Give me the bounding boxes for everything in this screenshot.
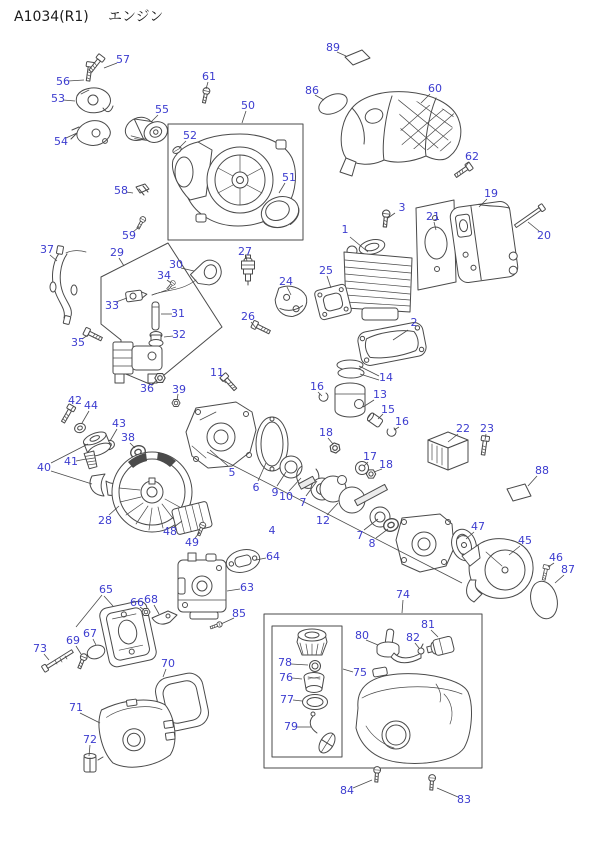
part-9-bearing — [280, 456, 302, 478]
part-label-43: 43 — [112, 417, 126, 430]
part-label-5: 5 — [228, 466, 236, 479]
part-13-piston — [335, 383, 365, 417]
part-label-50: 50 — [241, 99, 255, 112]
part-37-wire-harness — [50, 246, 86, 325]
page-title-code: A1034(R1) — [14, 9, 89, 25]
part-label-60: 60 — [428, 82, 442, 95]
part-label-75: 75 — [353, 666, 367, 679]
part-label-38: 38 — [121, 431, 135, 444]
part-label-69: 69 — [66, 634, 80, 647]
part-87-decal — [527, 578, 561, 621]
part-label-47: 47 — [471, 520, 485, 533]
part-label-72: 72 — [83, 733, 97, 746]
part-label-6: 6 — [252, 481, 260, 494]
part-24-bracket — [273, 284, 308, 318]
part-label-64: 64 — [266, 550, 280, 563]
part-label-27: 27 — [238, 245, 252, 258]
part-5-crankcase-half-left — [186, 402, 256, 468]
part-18-nut-a — [329, 442, 342, 454]
part-label-87: 87 — [561, 563, 575, 576]
part-label-78: 78 — [278, 656, 292, 669]
part-35-bolt — [83, 327, 104, 343]
part-81-fuel-filter — [426, 636, 455, 658]
part-label-9: 9 — [271, 486, 279, 499]
part-14-piston-rings — [337, 360, 364, 378]
part-fuel-cap — [297, 629, 327, 655]
leader-line-63 — [227, 589, 240, 591]
part-label-70: 70 — [161, 657, 175, 670]
leader-line-76 — [292, 678, 302, 679]
part-62-bolt — [453, 162, 473, 179]
part-label-74: 74 — [396, 588, 410, 601]
part-label-3: 3 — [398, 201, 406, 214]
leader-line-83 — [437, 788, 458, 797]
leader-line-25 — [327, 276, 331, 288]
part-18-nut-b — [366, 470, 375, 478]
part-label-37: 37 — [40, 243, 54, 256]
part-label-62: 62 — [465, 150, 479, 163]
labels-layer — [33, 41, 575, 806]
leader-line-8 — [376, 529, 388, 538]
part-label-54: 54 — [54, 135, 68, 148]
part-label-16: 16 — [395, 415, 409, 428]
part-22-cover — [428, 432, 468, 470]
part-label-76: 76 — [279, 671, 293, 684]
part-label-57: 57 — [116, 53, 130, 66]
part-label-23: 23 — [480, 422, 494, 435]
part-label-53: 53 — [51, 92, 65, 105]
part-label-42: 42 — [68, 394, 82, 407]
part-88-label-plate — [507, 484, 531, 501]
part-58-clip — [136, 184, 149, 195]
part-label-35: 35 — [71, 336, 85, 349]
part-85-screw — [210, 621, 223, 630]
leader-line-71 — [80, 713, 100, 723]
part-label-18: 18 — [319, 426, 333, 439]
part-71-aircleaner-cover — [96, 694, 179, 771]
part-label-33: 33 — [105, 299, 119, 312]
leader-line-55 — [151, 115, 158, 122]
part-label-10: 10 — [279, 490, 293, 503]
part-label-1: 1 — [341, 223, 349, 236]
leader-line-74 — [402, 600, 403, 613]
part-32-grommet — [149, 332, 163, 347]
part-label-68: 68 — [144, 593, 158, 606]
part-label-13: 13 — [373, 388, 387, 401]
part-label-12: 12 — [316, 514, 330, 527]
part-label-4: 4 — [268, 524, 276, 537]
part-label-29: 29 — [110, 246, 124, 259]
part-44-washer — [73, 422, 86, 434]
part-36-nut — [155, 374, 165, 383]
leader-line-40 — [51, 471, 92, 484]
part-64-insulator — [224, 546, 262, 576]
part-label-44: 44 — [84, 399, 98, 412]
part-4-crankcase-half-right — [396, 514, 454, 572]
part-label-36: 36 — [140, 382, 154, 395]
part-label-46: 46 — [549, 551, 563, 564]
part-label-17: 17 — [363, 450, 377, 463]
part-label-45: 45 — [518, 534, 532, 547]
part-label-31: 31 — [171, 307, 185, 320]
part-59-screw — [135, 216, 146, 230]
part-79-cap-retainer — [310, 712, 338, 756]
part-label-2: 2 — [410, 316, 418, 329]
part-label-52: 52 — [183, 129, 197, 142]
part-25-gasket — [314, 284, 352, 321]
part-label-32: 32 — [172, 328, 186, 341]
part-label-63: 63 — [240, 581, 254, 594]
part-82-line-clip — [418, 644, 424, 654]
leader-line-44 — [82, 411, 89, 423]
part-label-88: 88 — [535, 464, 549, 477]
part-label-8: 8 — [368, 537, 376, 550]
part-label-21: 21 — [426, 210, 440, 223]
part-label-79: 79 — [284, 720, 298, 733]
part-77-cap-gasket — [303, 695, 328, 710]
leader-line-56 — [68, 80, 84, 81]
leader-line-68 — [154, 605, 159, 614]
part-23-bolt — [479, 435, 490, 455]
leader-line-77 — [293, 700, 302, 701]
part-label-7: 7 — [356, 529, 364, 542]
part-83-screw — [428, 774, 436, 790]
leader-line-65 — [76, 595, 102, 627]
part-label-55: 55 — [155, 103, 169, 116]
centerline — [152, 287, 176, 295]
part-label-20: 20 — [537, 229, 551, 242]
leader-line-84 — [353, 780, 372, 788]
part-label-59: 59 — [122, 229, 136, 242]
part-label-49: 49 — [185, 536, 199, 549]
part-label-7: 7 — [299, 496, 307, 509]
part-fuel-tank — [356, 667, 471, 764]
part-29-ignition-coil — [113, 342, 162, 383]
part-label-89: 89 — [326, 41, 340, 54]
part-label-58: 58 — [114, 184, 128, 197]
part-19-muffler — [449, 200, 520, 284]
part-3-screw — [381, 210, 390, 228]
part-label-73: 73 — [33, 642, 47, 655]
part-label-86: 86 — [305, 84, 319, 97]
leader-line-88 — [528, 476, 537, 486]
part-label-61: 61 — [202, 70, 216, 83]
leader-line-43 — [110, 429, 117, 441]
part-label-77: 77 — [280, 693, 294, 706]
part-label-51: 51 — [282, 171, 296, 184]
part-61-screw — [201, 87, 211, 103]
part-label-56: 56 — [56, 75, 70, 88]
part-86-decal — [316, 90, 351, 119]
part-label-16: 16 — [310, 380, 324, 393]
part-39-nut — [172, 399, 180, 406]
part-label-66: 66 — [130, 596, 144, 609]
leader-line-75 — [343, 669, 353, 672]
leader-line-50 — [242, 111, 246, 123]
part-78-oring — [310, 661, 321, 672]
part-label-85: 85 — [232, 607, 246, 620]
part-label-11: 11 — [210, 366, 224, 379]
leader-line-29 — [119, 258, 124, 266]
part-label-40: 40 — [37, 461, 51, 474]
part-label-22: 22 — [456, 422, 470, 435]
part-72-knob — [84, 754, 103, 773]
part-label-83: 83 — [457, 793, 471, 806]
part-label-41: 41 — [64, 455, 78, 468]
part-63-carburetor — [178, 553, 226, 619]
part-label-39: 39 — [172, 383, 186, 396]
part-label-14: 14 — [379, 371, 393, 384]
part-68-choke-lever — [152, 611, 177, 624]
leader-line-70 — [163, 669, 166, 677]
part-69-screw — [76, 653, 88, 670]
part-label-65: 65 — [99, 583, 113, 596]
leader-line-69 — [76, 646, 81, 654]
part-53-bracket — [76, 88, 113, 113]
part-60-engine-cover — [340, 88, 464, 176]
part-label-48: 48 — [163, 525, 177, 538]
part-33-clamp — [125, 289, 147, 302]
leader-line-65 — [104, 596, 113, 606]
part-label-30: 30 — [169, 258, 183, 271]
part-label-71: 71 — [69, 701, 83, 714]
part-label-25: 25 — [319, 264, 333, 277]
leader-line-81 — [431, 630, 438, 637]
part-label-84: 84 — [340, 784, 354, 797]
leader-line-87 — [555, 575, 564, 583]
part-label-19: 19 — [484, 187, 498, 200]
leader-line-9 — [277, 472, 286, 486]
part-label-24: 24 — [279, 275, 293, 288]
part-27-spark-plug — [242, 255, 255, 285]
part-label-18: 18 — [379, 458, 393, 471]
part-label-67: 67 — [83, 627, 97, 640]
part-label-82: 82 — [406, 631, 420, 644]
part-45-recoil-starter — [462, 539, 533, 602]
page-title-name: エンジン — [108, 9, 164, 25]
part-76-cap-valve — [304, 673, 324, 693]
part-label-28: 28 — [98, 514, 112, 527]
part-label-34: 34 — [157, 269, 171, 282]
part-84-screw — [373, 766, 381, 782]
part-label-81: 81 — [421, 618, 435, 631]
part-89-label-plate — [345, 50, 370, 65]
part-label-26: 26 — [241, 310, 255, 323]
leader-line-78 — [291, 664, 308, 665]
part-31-tube — [152, 302, 159, 330]
part-label-80: 80 — [355, 629, 369, 642]
part-label-15: 15 — [381, 403, 395, 416]
